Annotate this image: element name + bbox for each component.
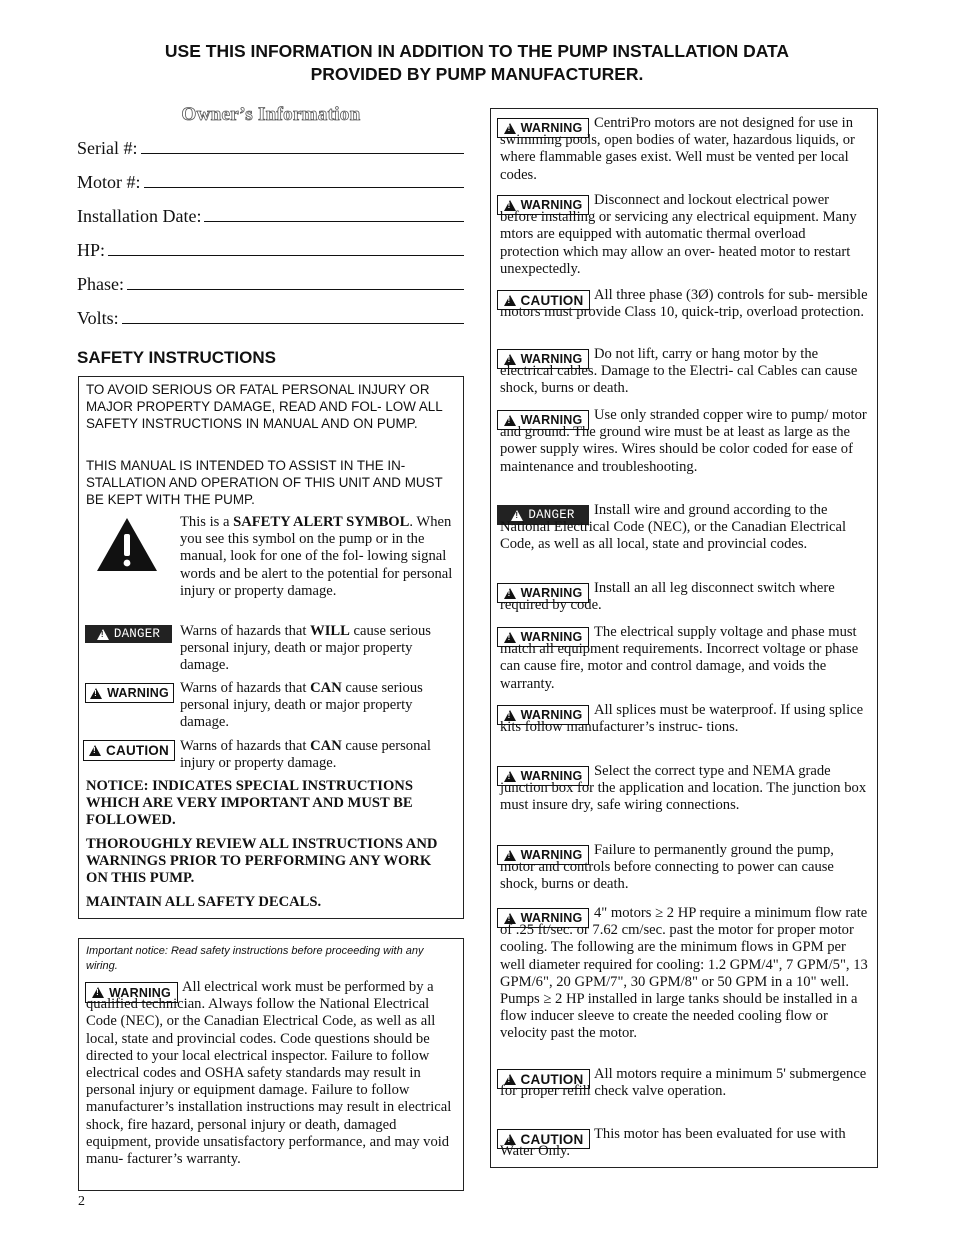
alert-text-pre: This is a [180, 514, 234, 530]
warning-item-text: Use only stranded copper wire to pump/ motor and ground. The ground wire must be at least as large as the power supply wires. Wires should be color coded for ease of maintenance and troubleshooting. [500, 407, 867, 475]
alert-triangle-icon [89, 745, 101, 756]
warning-badge-label: WARNING [520, 769, 583, 783]
serial-label: Serial #: [77, 138, 138, 158]
safety-intro-1: TO AVOID SERIOUS OR FATAL PERSONAL INJURY OR MAJOR PROPERTY DAMAGE, READ AND FOL- LOW ALL SAFETY INSTRUCTIONS IN MANUAL AND ON PUMP. [86, 382, 443, 431]
safety-alert-icon [95, 516, 159, 573]
installation-date-blank-line [204, 221, 464, 222]
safety-intro-2: THIS MANUAL IS INTENDED TO ASSIST IN THE IN- STALLATION AND OPERATION OF THIS UNIT AND MUST BE KEPT WITH THE PUMP. [86, 458, 443, 507]
warning-badge-label: WARNING [520, 352, 583, 366]
warning-item-text: Select the correct type and NEMA grade junction box for the application and location. The junction box must insure dry, safe wiring connections. [500, 763, 867, 814]
page-header [60, 40, 894, 86]
page-number: 2 [78, 1194, 85, 1209]
alert-text-post: . When you see this symbol on the pump or in the manual, look for one of the fol- lowing signal words and be alert to the potential for personal injury or property damage. [180, 514, 453, 599]
safety-instructions-box [78, 376, 464, 919]
warning-def-post: cause serious personal injury, death or major property damage. [180, 680, 423, 731]
warning-def-pre: Warns of hazards that [180, 680, 311, 696]
review-text: THOROUGHLY REVIEW ALL INSTRUCTIONS AND WARNINGS PRIOR TO PERFORMING ANY WORK ON THIS PUMP. [86, 836, 438, 887]
caution-def-post: cause personal injury or property damage. [180, 738, 431, 772]
alert-triangle-icon [97, 629, 109, 640]
warning-item-text: All motors require a minimum 5' submergence for proper refill check valve operation. [500, 1066, 867, 1100]
danger-def-post: cause serious personal injury, death or major property damage. [180, 623, 431, 674]
caution-badge-label: CAUTION [520, 292, 584, 308]
danger-badge-label: DANGER [528, 508, 575, 522]
hp-blank-line [108, 255, 464, 256]
warning-item-text: This motor has been evaluated for use with Water Only. [500, 1126, 846, 1160]
warning-badge [85, 683, 174, 703]
warning-badge-label: WARNING [520, 413, 583, 427]
alert-text-bold: SAFETY ALERT SYMBOL [233, 514, 410, 530]
motor-field [77, 169, 464, 193]
alert-triangle-icon [90, 688, 102, 699]
caution-badge-label: CAUTION [106, 743, 169, 758]
caution-badge-label: CAUTION [520, 1131, 584, 1147]
caution-definition [180, 738, 456, 772]
phase-field [77, 271, 464, 295]
warning-badge-label: WARNING [520, 848, 583, 862]
important-notice-text: All electrical work must be performed by a qualified technician. Always follow the National Electrical Code (NEC), or the Canadian Electrical Code, as well as all local, state and provincial codes. Code questions should be directed to your local electrical inspector. Failure to follow electrical codes and OSHA safety standards may result in personal injury or equipment damage. Failure to follow manufacturer’s installation instructions may result in electrical shock, fire hazard, personal injury or death, damaged equipment, provide unsatisfactory performance, and may void manu- facturer’s warranty. [86, 979, 452, 1168]
owner-info-title: Owner’s Information [181, 104, 361, 125]
installation-date-label: Installation Date: [77, 206, 202, 226]
warning-badge-label: WARNING [520, 911, 583, 925]
volts-field [77, 305, 464, 329]
warning-item-text: The electrical supply voltage and phase must match all equipment requirements. Incorrect voltage or phase can cause fire, motor and control damage, and voids the warranty. [500, 624, 859, 692]
serial-blank-line [141, 153, 465, 154]
warning-item-text: Failure to permanently ground the pump, motor and controls before connecting to power can cause shock, burns or death. [500, 842, 834, 893]
notice-text: NOTICE: INDICATES SPECIAL INSTRUCTIONS WHICH ARE VERY IMPORTANT AND MUST BE FOLLOWED. [86, 778, 413, 829]
warning-item-text: Install wire and ground according to the National Electrical Code (NEC), or the Canadian Electrical Code, as well as all local, state and provincial codes. [500, 502, 847, 553]
warning-badge-label: WARNING [520, 630, 583, 644]
warning-item-text: All three phase (3Ø) controls for sub- mersible motors must provide Class 10, quick-trip, overload protection. [500, 287, 868, 321]
caution-badge [83, 740, 175, 761]
danger-def-pre: Warns of hazards that [180, 623, 311, 639]
warning-badge-label: WARNING [520, 708, 583, 722]
decals-text: MAINTAIN ALL SAFETY DECALS. [86, 894, 322, 910]
phase-blank-line [127, 289, 464, 290]
warning-item-text: Disconnect and lockout electrical power before installing or servicing any electrical equipment. Many mtors are equipped with automatic thermal overload protection which may allow an over- heated motor to restart unexpectedly. [500, 192, 857, 277]
warning-definition [180, 680, 456, 732]
safety-alert-text [180, 514, 456, 600]
caution-badge-label: CAUTION [520, 1071, 584, 1087]
serial-field [77, 135, 464, 159]
danger-badge [85, 625, 172, 643]
warning-item-text: All splices must be waterproof. If using splice kits follow manufacturer’s instruc- tions. [500, 702, 864, 736]
warnings-column-box [490, 108, 878, 1168]
important-notice-box [78, 938, 464, 1191]
important-notice-note: Important notice: Read safety instructions before proceeding with any wiring. [86, 945, 424, 972]
danger-badge-label: DANGER [113, 627, 161, 641]
warning-item-text: Do not lift, carry or hang motor by the electrical cables. Damage to the Electri- cal Cables can cause shock, burns or death. [500, 346, 858, 397]
warning-badge-label: WARNING [520, 586, 583, 600]
warning-badge-label: WARNING [107, 686, 169, 700]
phase-label: Phase: [77, 274, 124, 294]
motor-blank-line [144, 187, 464, 188]
caution-def-bold: CAN [310, 738, 342, 754]
volts-label: Volts: [77, 308, 119, 328]
header-line-2: PROVIDED BY PUMP MANUFACTURER. [310, 64, 644, 84]
danger-def-bold: WILL [310, 623, 350, 639]
warning-badge-label: WARNING [520, 121, 583, 135]
warning-badge-label: WARNING [520, 198, 583, 212]
motor-label: Motor #: [77, 172, 141, 192]
warning-item-text: Install an all leg disconnect switch where required by code. [500, 580, 835, 614]
warning-item-text: CentriPro motors are not designed for use in swimming pools, open bodies of water, hazardous liquids, or where flammable gases exist. Well must be vented per local codes. [500, 115, 855, 183]
installation-date-field [77, 203, 464, 227]
hp-field [77, 237, 464, 261]
important-warning-label: WARNING [109, 985, 171, 1000]
header-line-1: USE THIS INFORMATION IN ADDITION TO THE PUMP INSTALLATION DATA [164, 41, 790, 61]
caution-def-pre: Warns of hazards that [180, 738, 311, 754]
safety-heading: SAFETY INSTRUCTIONS [77, 348, 276, 367]
warning-item-text: 4" motors ≥ 2 HP require a minimum flow rate of .25 ft/sec. or 7.62 cm/sec. past the motor for proper motor cooling. The following are the minimum flows in GPM per well diameter required for cooling: 1.2 GPM/4", 7 GPM/5", 13 GPM/6", 20 GPM/7", 30 GPM/8" or 50 GPM in a 10" well. Pumps ≥ 2 HP installed in large tanks should be installed in a flow inducer sleeve to create the needed cooling flow or velocity past the motor. [500, 905, 868, 1042]
hp-label: HP: [77, 240, 106, 260]
warning-def-bold: CAN [310, 680, 342, 696]
volts-blank-line [122, 323, 464, 324]
danger-definition [180, 623, 456, 675]
